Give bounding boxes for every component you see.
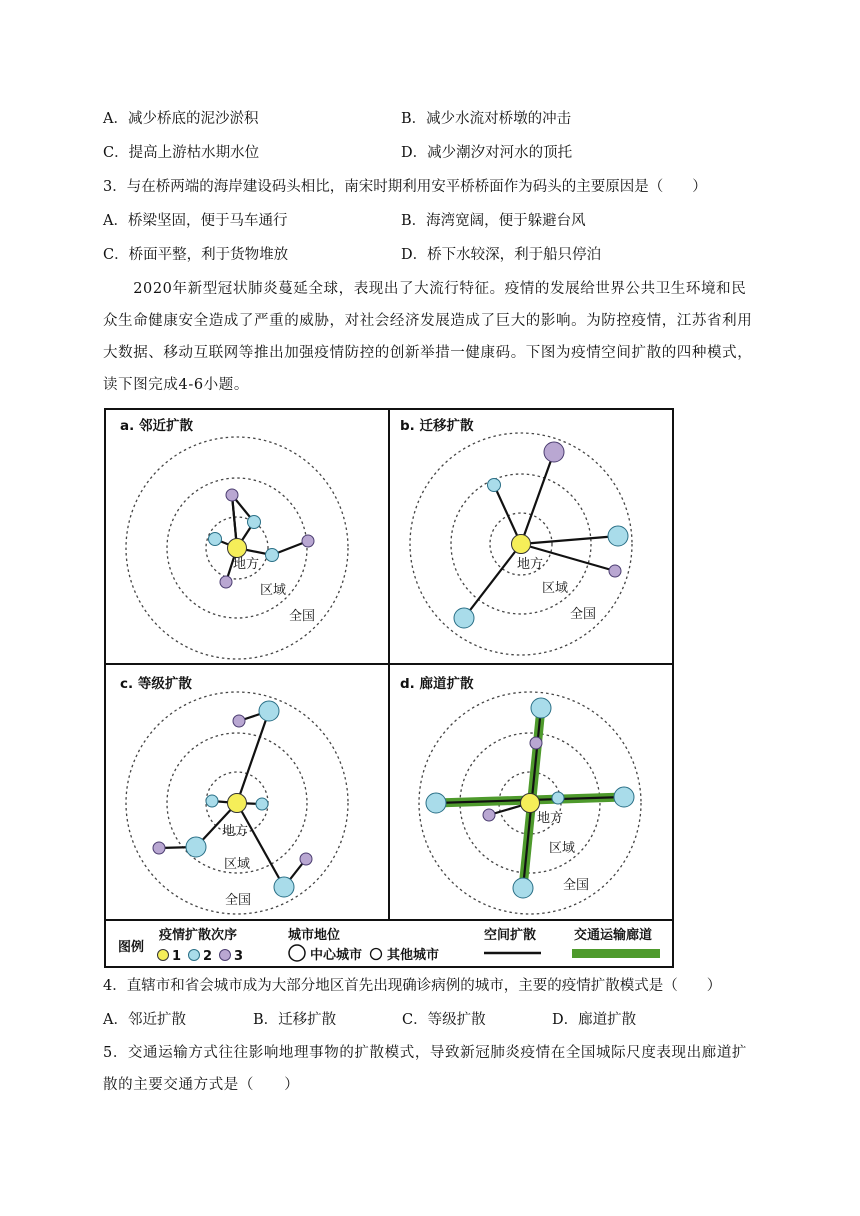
q5-stem: 5．交通运输方式往往影响地理事物的扩散模式，导致新冠肺炎疫情在全国城际尺度表现出廊道扩散的主要交通方式是（ ） <box>103 1045 748 1093</box>
city-order-2 <box>454 608 474 628</box>
city-order-3 <box>302 535 314 547</box>
city-order-3 <box>544 442 564 462</box>
legend-order-1: 1 <box>172 949 182 964</box>
ring-label-local: 地方 <box>517 557 544 572</box>
city-order-2 <box>608 526 628 546</box>
legend-title: 图例 <box>118 940 145 955</box>
ring-label-region: 区域 <box>549 841 576 856</box>
legend-spread-label: 空间扩散 <box>484 928 537 943</box>
legend-other-city-swatch <box>371 949 382 960</box>
ring-label-nation: 全国 <box>289 609 316 624</box>
ring-label-nation: 全国 <box>225 893 252 908</box>
legend-order-title: 疫情扩散次序 <box>159 928 238 943</box>
city-order-2 <box>488 479 501 492</box>
city-order-2 <box>274 877 294 897</box>
city-order-3 <box>300 853 312 865</box>
ring-label-nation: 全国 <box>570 607 597 622</box>
q2-option-c: C．提高上游枯水期水位 <box>103 145 260 161</box>
city-order-2 <box>531 698 551 718</box>
center-city-order-1 <box>521 794 540 813</box>
city-order-2 <box>266 549 279 562</box>
panel-a-title: a. 邻近扩散 <box>120 418 193 434</box>
city-order-2 <box>256 798 268 810</box>
ring-label-nation: 全国 <box>563 878 590 893</box>
ring-label-local: 地方 <box>233 557 260 572</box>
city-order-2 <box>614 787 634 807</box>
diffusion-figure <box>104 408 674 968</box>
city-order-3 <box>220 576 232 588</box>
q4-stem: 4．直辖市和省会城市成为大部分地区首先出现确诊病例的城市，主要的疫情扩散模式是（ ） <box>103 978 722 994</box>
q4-option-b: B．迁移扩散 <box>253 1012 337 1028</box>
q4-option-d: D．廊道扩散 <box>552 1012 637 1028</box>
legend-order-2-swatch <box>189 950 200 961</box>
center-city-order-1 <box>228 539 247 558</box>
legend-other-city: 其他城市 <box>387 948 440 963</box>
q3-option-d: D．桥下水较深，利于船只停泊 <box>401 247 602 263</box>
city-order-2 <box>206 795 218 807</box>
q3-option-a: A．桥梁坚固，便于马车通行 <box>103 213 288 229</box>
legend-order-2: 2 <box>203 949 213 964</box>
legend-center-city-swatch <box>289 945 305 961</box>
legend-corridor-label: 交通运输廊道 <box>574 928 653 943</box>
legend-order-3-swatch <box>220 950 231 961</box>
q2-option-b: B．减少水流对桥墩的冲击 <box>401 111 572 127</box>
city-order-3 <box>233 715 245 727</box>
city-order-2 <box>186 837 206 857</box>
city-order-2 <box>209 533 222 546</box>
q3-option-c: C．桥面平整，利于货物堆放 <box>103 247 289 263</box>
legend-order-1-swatch <box>158 950 169 961</box>
legend-order-3: 3 <box>234 949 244 964</box>
ring-label-local: 地方 <box>222 824 249 839</box>
center-city-order-1 <box>228 794 247 813</box>
city-order-2 <box>552 792 564 804</box>
ring-label-region: 区域 <box>542 581 569 596</box>
panel-b-title: b. 迁移扩散 <box>400 418 474 434</box>
panel-c-title: c. 等级扩散 <box>120 676 192 692</box>
city-order-3 <box>483 809 495 821</box>
legend-center-city: 中心城市 <box>310 948 363 963</box>
q4-option-c: C．等级扩散 <box>402 1012 486 1028</box>
panel-d-title: d. 廊道扩散 <box>400 676 474 692</box>
q4-option-a: A．邻近扩散 <box>103 1012 186 1028</box>
city-order-3 <box>609 565 621 577</box>
q2-option-d: D．减少潮汐对河水的顶托 <box>401 145 573 161</box>
reading-passage: 2020年新型冠状肺炎蔓延全球，表现出了大流行特征。疫情的发展给世界公共卫生环境和民众生命健康安全造成了严重的威胁，对社会经济发展造成了巨大的影响。为防控疫情，江苏省利用大数据、移动互联网等推出加强疫情防控的创新举措一健康码。下图为疫情空间扩散的四种模式，读下图完成4-6小题。 <box>103 281 753 393</box>
ring-label-region: 区域 <box>224 857 251 872</box>
city-order-2 <box>259 701 279 721</box>
city-order-3 <box>530 737 542 749</box>
city-order-2 <box>513 878 533 898</box>
q2-option-a: A．减少桥底的泥沙淤积 <box>103 111 259 127</box>
city-order-3 <box>226 489 238 501</box>
q3-stem: 3．与在桥两端的海岸建设码头相比，南宋时期利用安平桥桥面作为码头的主要原因是（ ） <box>103 179 707 195</box>
city-order-2 <box>426 793 446 813</box>
ring-label-local: 地方 <box>537 811 564 826</box>
q3-option-b: B．海湾宽阔，便于躲避台风 <box>401 213 586 229</box>
city-order-2 <box>248 516 261 529</box>
ring-label-region: 区域 <box>260 583 287 598</box>
legend-status-title: 城市地位 <box>288 928 341 943</box>
legend-corridor-swatch <box>572 949 660 958</box>
city-order-3 <box>153 842 165 854</box>
center-city-order-1 <box>512 535 531 554</box>
